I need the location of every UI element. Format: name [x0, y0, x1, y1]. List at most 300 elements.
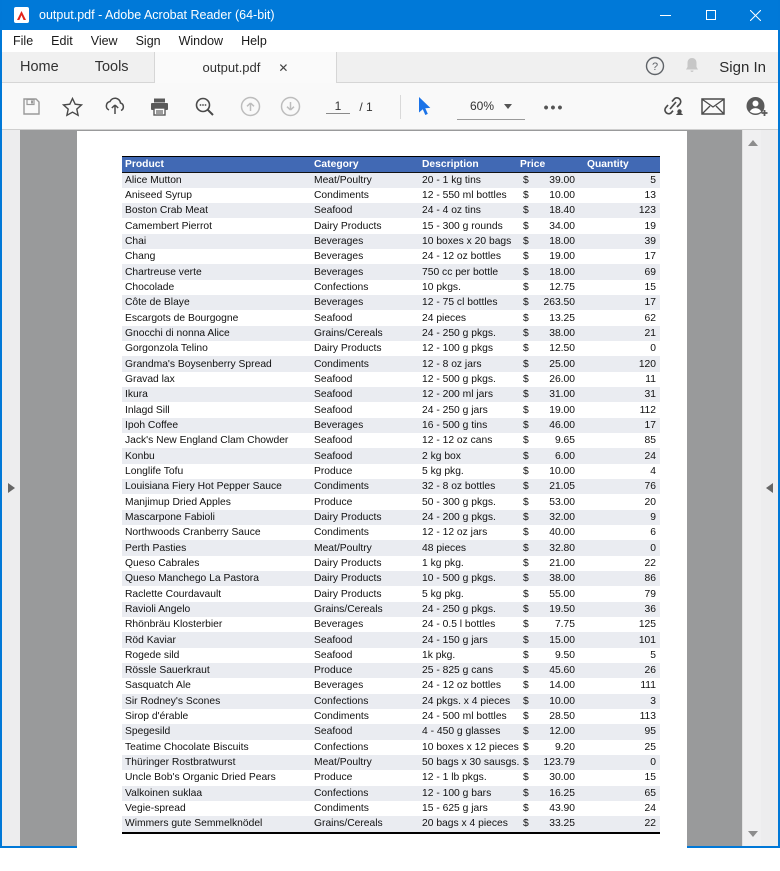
cell-category: Condiments — [314, 803, 369, 815]
cell-category: Meat/Poultry — [314, 174, 372, 186]
cell-quantity: 19 — [644, 220, 656, 232]
table-row — [122, 602, 660, 617]
cell-quantity: 9 — [650, 511, 656, 523]
cell-price — [520, 328, 582, 339]
cell-price — [520, 635, 582, 646]
table-row — [122, 203, 660, 218]
print-icon[interactable] — [144, 83, 174, 130]
menu-file[interactable]: File — [13, 34, 34, 48]
currency-symbol: $ — [523, 235, 529, 247]
table-row — [122, 448, 660, 463]
cell-price — [520, 359, 582, 370]
cell-quantity: 15 — [644, 772, 656, 784]
cell-product: Gravad lax — [125, 373, 175, 385]
cell-description: 24 - 12 oz bottles — [422, 680, 501, 692]
cell-quantity: 95 — [644, 726, 656, 738]
cell-quantity: 4 — [650, 465, 656, 477]
notification-bell-icon[interactable] — [683, 56, 701, 79]
currency-symbol: $ — [523, 726, 529, 738]
currency-symbol: $ — [523, 557, 529, 569]
share-link-icon[interactable] — [657, 83, 689, 130]
cell-quantity: 24 — [644, 803, 656, 815]
currency-symbol: $ — [523, 619, 529, 631]
table-row — [122, 234, 660, 249]
table-row — [122, 617, 660, 632]
cell-product: Valkoinen suklaa — [125, 787, 203, 799]
cell-product: Chang — [125, 251, 156, 263]
cell-category: Seafood — [314, 312, 353, 324]
cell-quantity: 15 — [644, 281, 656, 293]
currency-symbol: $ — [523, 603, 529, 615]
cell-quantity: 101 — [638, 634, 656, 646]
cell-price — [520, 527, 582, 538]
cell-product: Northwoods Cranberry Sauce — [125, 527, 261, 539]
cell-quantity: 62 — [644, 312, 656, 324]
currency-symbol: $ — [523, 496, 529, 508]
tab-home[interactable]: Home — [20, 59, 59, 75]
chevron-down-icon — [504, 104, 512, 109]
cell-category: Beverages — [314, 297, 364, 309]
cell-description: 12 - 75 cl bottles — [422, 297, 498, 309]
cell-quantity: 39 — [644, 235, 656, 247]
currency-symbol: $ — [523, 573, 529, 585]
cell-category: Dairy Products — [314, 588, 382, 600]
cell-price — [520, 221, 582, 232]
price-amount: 13.25 — [549, 312, 575, 324]
cell-product: Aniseed Syrup — [125, 189, 192, 201]
sign-in-button[interactable]: Sign In — [719, 59, 766, 76]
cell-description: 1 kg pkg. — [422, 557, 464, 569]
cell-product: Spegesild — [125, 726, 171, 738]
currency-symbol: $ — [523, 174, 529, 186]
cell-quantity: 0 — [650, 343, 656, 355]
cell-product: Camembert Pierrot — [125, 220, 212, 232]
scroll-down-icon[interactable] — [743, 825, 762, 842]
cell-price — [520, 481, 582, 492]
cell-description: 12 - 100 g pkgs — [422, 343, 493, 355]
cell-description: 24 - 250 g pkgs. — [422, 603, 496, 615]
document-area — [2, 130, 778, 846]
vertical-scrollbar[interactable] — [742, 130, 761, 846]
cell-description: 24 - 250 g jars — [422, 404, 488, 416]
price-amount: 7.75 — [554, 619, 575, 631]
table-row — [122, 264, 660, 279]
currency-symbol: $ — [523, 419, 529, 431]
cell-product: Boston Crab Meat — [125, 205, 208, 217]
cell-description: 32 - 8 oz bottles — [422, 481, 496, 493]
price-amount: 15.00 — [549, 634, 575, 646]
cell-description: 24 - 200 g pkgs. — [422, 511, 496, 523]
cell-description: 12 - 100 g bars — [422, 787, 492, 799]
menu-sign[interactable]: Sign — [135, 34, 161, 48]
cell-price — [520, 374, 582, 385]
cell-description: 10 boxes x 20 bags — [422, 235, 512, 247]
cell-quantity: 112 — [639, 404, 656, 416]
cell-category: Condiments — [314, 481, 369, 493]
table-body — [122, 173, 660, 832]
cell-quantity: 0 — [650, 757, 656, 769]
cell-product: Wimmers gute Semmelknödel — [125, 818, 263, 830]
table-row — [122, 494, 660, 509]
help-icon[interactable] — [645, 56, 665, 80]
title-bar — [2, 0, 778, 30]
price-amount: 28.50 — [549, 711, 575, 723]
cloud-share-icon[interactable] — [100, 83, 130, 130]
cell-category: Beverages — [314, 266, 364, 278]
price-amount: 32.80 — [549, 542, 575, 554]
currency-symbol: $ — [523, 757, 529, 769]
cell-product: Chocolade — [125, 281, 175, 293]
price-amount: 45.60 — [549, 665, 575, 677]
price-amount: 16.25 — [549, 787, 575, 799]
currency-symbol: $ — [523, 787, 529, 799]
cell-category: Meat/Poultry — [314, 542, 372, 554]
tools-pane-toggle[interactable] — [761, 130, 778, 846]
cell-product: Vegie-spread — [125, 803, 186, 815]
cell-price — [520, 466, 582, 477]
cell-price — [520, 696, 582, 707]
cell-category: Meat/Poultry — [314, 757, 372, 769]
currency-symbol: $ — [523, 588, 529, 600]
currency-symbol: $ — [523, 481, 529, 493]
cell-description: 24 - 150 g jars — [422, 634, 488, 646]
currency-symbol: $ — [523, 435, 529, 447]
cell-price — [520, 343, 582, 354]
cell-price — [520, 267, 582, 278]
cell-description: 12 - 500 g pkgs. — [422, 373, 496, 385]
table-row — [122, 510, 660, 525]
price-amount: 34.00 — [549, 220, 575, 232]
tab-close-icon[interactable]: ✕ — [278, 60, 289, 75]
currency-symbol: $ — [523, 266, 529, 278]
cell-product: Escargots de Bourgogne — [125, 312, 239, 324]
table-row — [122, 540, 660, 555]
cell-description: 25 - 825 g cans — [422, 665, 493, 677]
price-amount: 26.00 — [549, 373, 575, 385]
column-header-product: Product — [125, 158, 164, 170]
cell-description: 12 - 1 lb pkgs. — [422, 772, 487, 784]
toolbar-separator — [400, 95, 401, 119]
cell-product: Röd Kaviar — [125, 634, 176, 646]
currency-symbol: $ — [523, 711, 529, 723]
price-amount: 25.00 — [549, 358, 575, 370]
cell-price — [520, 680, 582, 691]
page-total-label: / 1 — [359, 99, 373, 114]
currency-symbol: $ — [523, 665, 529, 677]
currency-symbol: $ — [523, 327, 529, 339]
price-amount: 43.90 — [549, 803, 575, 815]
cell-category: Condiments — [314, 711, 369, 723]
cell-quantity: 26 — [644, 665, 656, 677]
price-amount: 39.00 — [549, 174, 575, 186]
cell-price — [520, 757, 582, 768]
document-toolbar — [2, 83, 778, 130]
user-account-icon[interactable] — [740, 83, 774, 130]
table-row — [122, 740, 660, 755]
price-amount: 263.50 — [543, 297, 575, 309]
cell-product: Rössle Sauerkraut — [125, 665, 210, 677]
table-row — [122, 525, 660, 540]
cell-quantity: 20 — [644, 496, 656, 508]
price-amount: 10.00 — [549, 695, 575, 707]
table-row — [122, 433, 660, 448]
price-amount: 12.50 — [549, 343, 575, 355]
cell-quantity: 13 — [644, 189, 656, 201]
column-header-price: Price — [520, 158, 546, 170]
column-header-category: Category — [314, 158, 359, 170]
currency-symbol: $ — [523, 450, 529, 462]
cell-product: Côte de Blaye — [125, 297, 190, 309]
cell-description: 24 - 12 oz bottles — [422, 251, 501, 263]
cell-quantity: 24 — [644, 450, 656, 462]
currency-symbol: $ — [523, 220, 529, 232]
menu-bar — [2, 30, 778, 52]
price-amount: 53.00 — [549, 496, 575, 508]
cell-product: Perth Pasties — [125, 542, 187, 554]
currency-symbol: $ — [523, 695, 529, 707]
cell-category: Seafood — [314, 205, 353, 217]
cell-price — [520, 604, 582, 615]
cell-product: Inlagd Sill — [125, 404, 170, 416]
cell-price — [520, 313, 582, 324]
search-icon[interactable] — [189, 83, 219, 130]
cell-description: 2 kg box — [422, 450, 461, 462]
cell-category: Confections — [314, 787, 369, 799]
cell-quantity: 17 — [644, 297, 656, 309]
cell-product: Sir Rodney's Scones — [125, 695, 221, 707]
page-number-input[interactable] — [326, 99, 350, 114]
cell-price — [520, 803, 582, 814]
cell-description: 16 - 500 g tins — [422, 419, 488, 431]
cell-product: Gorgonzola Telino — [125, 343, 208, 355]
cell-price — [520, 726, 582, 737]
cell-price — [520, 405, 582, 416]
currency-symbol: $ — [523, 373, 529, 385]
cell-product: Ikura — [125, 389, 148, 401]
cell-category: Dairy Products — [314, 511, 382, 523]
table-row — [122, 295, 660, 310]
currency-symbol: $ — [523, 189, 529, 201]
table-row — [122, 280, 660, 295]
cell-quantity: 25 — [644, 741, 656, 753]
cell-product: Sasquatch Ale — [125, 680, 191, 692]
adobe-reader-icon — [14, 7, 29, 23]
cell-quantity: 21 — [644, 327, 656, 339]
currency-symbol: $ — [523, 312, 529, 324]
currency-symbol: $ — [523, 649, 529, 661]
cell-price — [520, 543, 582, 554]
price-amount: 10.00 — [549, 465, 575, 477]
currency-symbol: $ — [523, 527, 529, 539]
cell-price — [520, 236, 582, 247]
table-row — [122, 356, 660, 371]
currency-symbol: $ — [523, 343, 529, 355]
tab-document[interactable] — [154, 52, 337, 83]
cell-product: Chai — [125, 235, 147, 247]
price-amount: 18.40 — [549, 205, 575, 217]
cell-price — [520, 742, 582, 753]
menu-help[interactable]: Help — [241, 34, 267, 48]
menu-view[interactable]: View — [90, 34, 118, 48]
currency-symbol: $ — [523, 803, 529, 815]
currency-symbol: $ — [523, 634, 529, 646]
scroll-up-icon[interactable] — [743, 134, 762, 151]
cell-category: Seafood — [314, 634, 353, 646]
cell-price — [520, 297, 582, 308]
menu-window[interactable]: Window — [178, 34, 224, 48]
maximize-button[interactable] — [688, 0, 733, 30]
cell-product: Rogede sild — [125, 649, 180, 661]
currency-symbol: $ — [523, 741, 529, 753]
table-row — [122, 556, 660, 571]
price-amount: 55.00 — [549, 588, 575, 600]
price-amount: 21.00 — [549, 557, 575, 569]
cell-quantity: 111 — [640, 680, 656, 692]
zoom-level-label: 60% — [469, 99, 495, 113]
cell-description: 10 boxes x 12 pieces — [422, 741, 519, 753]
currency-symbol: $ — [523, 297, 529, 309]
cell-description: 48 pieces — [422, 542, 467, 554]
cell-category: Grains/Cereals — [314, 818, 383, 830]
table-row — [122, 724, 660, 739]
cell-description: 24 - 0.5 l bottles — [422, 619, 496, 631]
table-row — [122, 418, 660, 433]
cell-quantity: 86 — [644, 573, 656, 585]
table-row — [122, 571, 660, 586]
cell-quantity: 3 — [650, 695, 656, 707]
table-row — [122, 310, 660, 325]
next-page-icon[interactable] — [275, 83, 305, 130]
cell-price — [520, 665, 582, 676]
close-button[interactable] — [733, 0, 778, 30]
cell-price — [520, 711, 582, 722]
cell-category: Grains/Cereals — [314, 603, 383, 615]
cell-description: 50 bags x 30 sausgs. — [422, 757, 520, 769]
navigation-pane-toggle[interactable] — [2, 130, 20, 846]
table-row — [122, 801, 660, 816]
more-tools-icon[interactable]: ••• — [543, 98, 565, 115]
price-amount: 33.25 — [549, 818, 575, 830]
cell-description: 10 pkgs. — [422, 281, 461, 293]
price-amount: 9.50 — [554, 649, 575, 661]
currency-symbol: $ — [523, 281, 529, 293]
cell-category: Confections — [314, 695, 369, 707]
cell-description: 4 - 450 g glasses — [422, 726, 501, 738]
cell-category: Seafood — [314, 450, 353, 462]
cell-description: 10 - 500 g pkgs. — [422, 573, 496, 585]
cell-quantity: 17 — [644, 419, 656, 431]
table-row — [122, 648, 660, 663]
table-row — [122, 464, 660, 479]
cell-price — [520, 619, 582, 630]
cell-price — [520, 251, 582, 262]
currency-symbol: $ — [523, 511, 529, 523]
cell-quantity: 31 — [644, 389, 656, 401]
cell-quantity: 6 — [650, 527, 656, 539]
cell-product: Louisiana Fiery Hot Pepper Sauce — [125, 481, 282, 493]
star-favorite-icon[interactable] — [57, 83, 87, 130]
email-icon[interactable] — [697, 83, 729, 130]
previous-page-icon[interactable] — [235, 83, 265, 130]
price-amount: 40.00 — [549, 527, 575, 539]
save-icon[interactable] — [16, 83, 46, 130]
cell-product: Ravioli Angelo — [125, 603, 191, 615]
cell-quantity: 0 — [650, 542, 656, 554]
expand-right-panel-icon — [766, 483, 773, 493]
cell-product: Uncle Bob's Organic Dried Pears — [125, 772, 276, 784]
cell-description: 20 bags x 4 pieces — [422, 818, 508, 830]
price-amount: 18.00 — [549, 235, 575, 247]
column-header-quantity: Quantity — [587, 158, 629, 170]
cell-description: 5 kg pkg. — [422, 588, 464, 600]
currency-symbol: $ — [523, 389, 529, 401]
cell-category: Confections — [314, 281, 369, 293]
cell-category: Beverages — [314, 251, 364, 263]
cell-description: 15 - 625 g jars — [422, 803, 488, 815]
selection-cursor-icon[interactable] — [410, 83, 440, 130]
cell-price — [520, 788, 582, 799]
cell-quantity: 85 — [644, 435, 656, 447]
table-row — [122, 479, 660, 494]
cell-category: Condiments — [314, 189, 369, 201]
cell-quantity: 125 — [638, 619, 656, 631]
price-amount: 123.79 — [543, 757, 575, 769]
tab-bar — [2, 52, 778, 83]
cell-product: Chartreuse verte — [125, 266, 202, 278]
currency-symbol: $ — [523, 465, 529, 477]
price-amount: 12.00 — [549, 726, 575, 738]
cell-description: 24 pkgs. x 4 pieces — [422, 695, 511, 707]
cell-description: 15 - 300 g rounds — [422, 220, 503, 232]
currency-symbol: $ — [523, 542, 529, 554]
cell-quantity: 36 — [644, 603, 656, 615]
tab-tools[interactable]: Tools — [94, 59, 129, 75]
cell-price — [520, 650, 582, 661]
cell-price — [520, 451, 582, 462]
table-row — [122, 816, 660, 831]
cell-quantity: 79 — [644, 588, 656, 600]
zoom-control[interactable] — [457, 93, 525, 120]
cell-product: Grandma's Boysenberry Spread — [125, 358, 272, 370]
cell-quantity: 5 — [650, 649, 656, 661]
cell-product: Manjimup Dried Apples — [125, 496, 231, 508]
currency-symbol: $ — [523, 205, 529, 217]
price-amount: 38.00 — [549, 573, 575, 585]
table-row — [122, 218, 660, 233]
cell-category: Dairy Products — [314, 220, 382, 232]
cell-category: Beverages — [314, 419, 364, 431]
price-amount: 9.65 — [554, 435, 575, 447]
minimize-button[interactable] — [643, 0, 688, 30]
table-row — [122, 173, 660, 188]
table-row — [122, 678, 660, 693]
cell-description: 24 - 500 ml bottles — [422, 711, 507, 723]
cell-quantity: 123 — [638, 205, 656, 217]
cell-product: Queso Cabrales — [125, 557, 200, 569]
price-amount: 46.00 — [549, 419, 575, 431]
cell-quantity: 17 — [644, 251, 656, 263]
cell-category: Seafood — [314, 435, 353, 447]
cell-price — [520, 205, 582, 216]
menu-edit[interactable]: Edit — [51, 34, 73, 48]
cell-description: 1k pkg. — [422, 649, 456, 661]
cell-product: Sirop d'érable — [125, 711, 189, 723]
cell-category: Produce — [314, 465, 353, 477]
product-table — [122, 156, 660, 834]
price-amount: 12.75 — [549, 281, 575, 293]
tab-document-label: output.pdf — [202, 60, 261, 75]
cell-quantity: 22 — [644, 818, 656, 830]
